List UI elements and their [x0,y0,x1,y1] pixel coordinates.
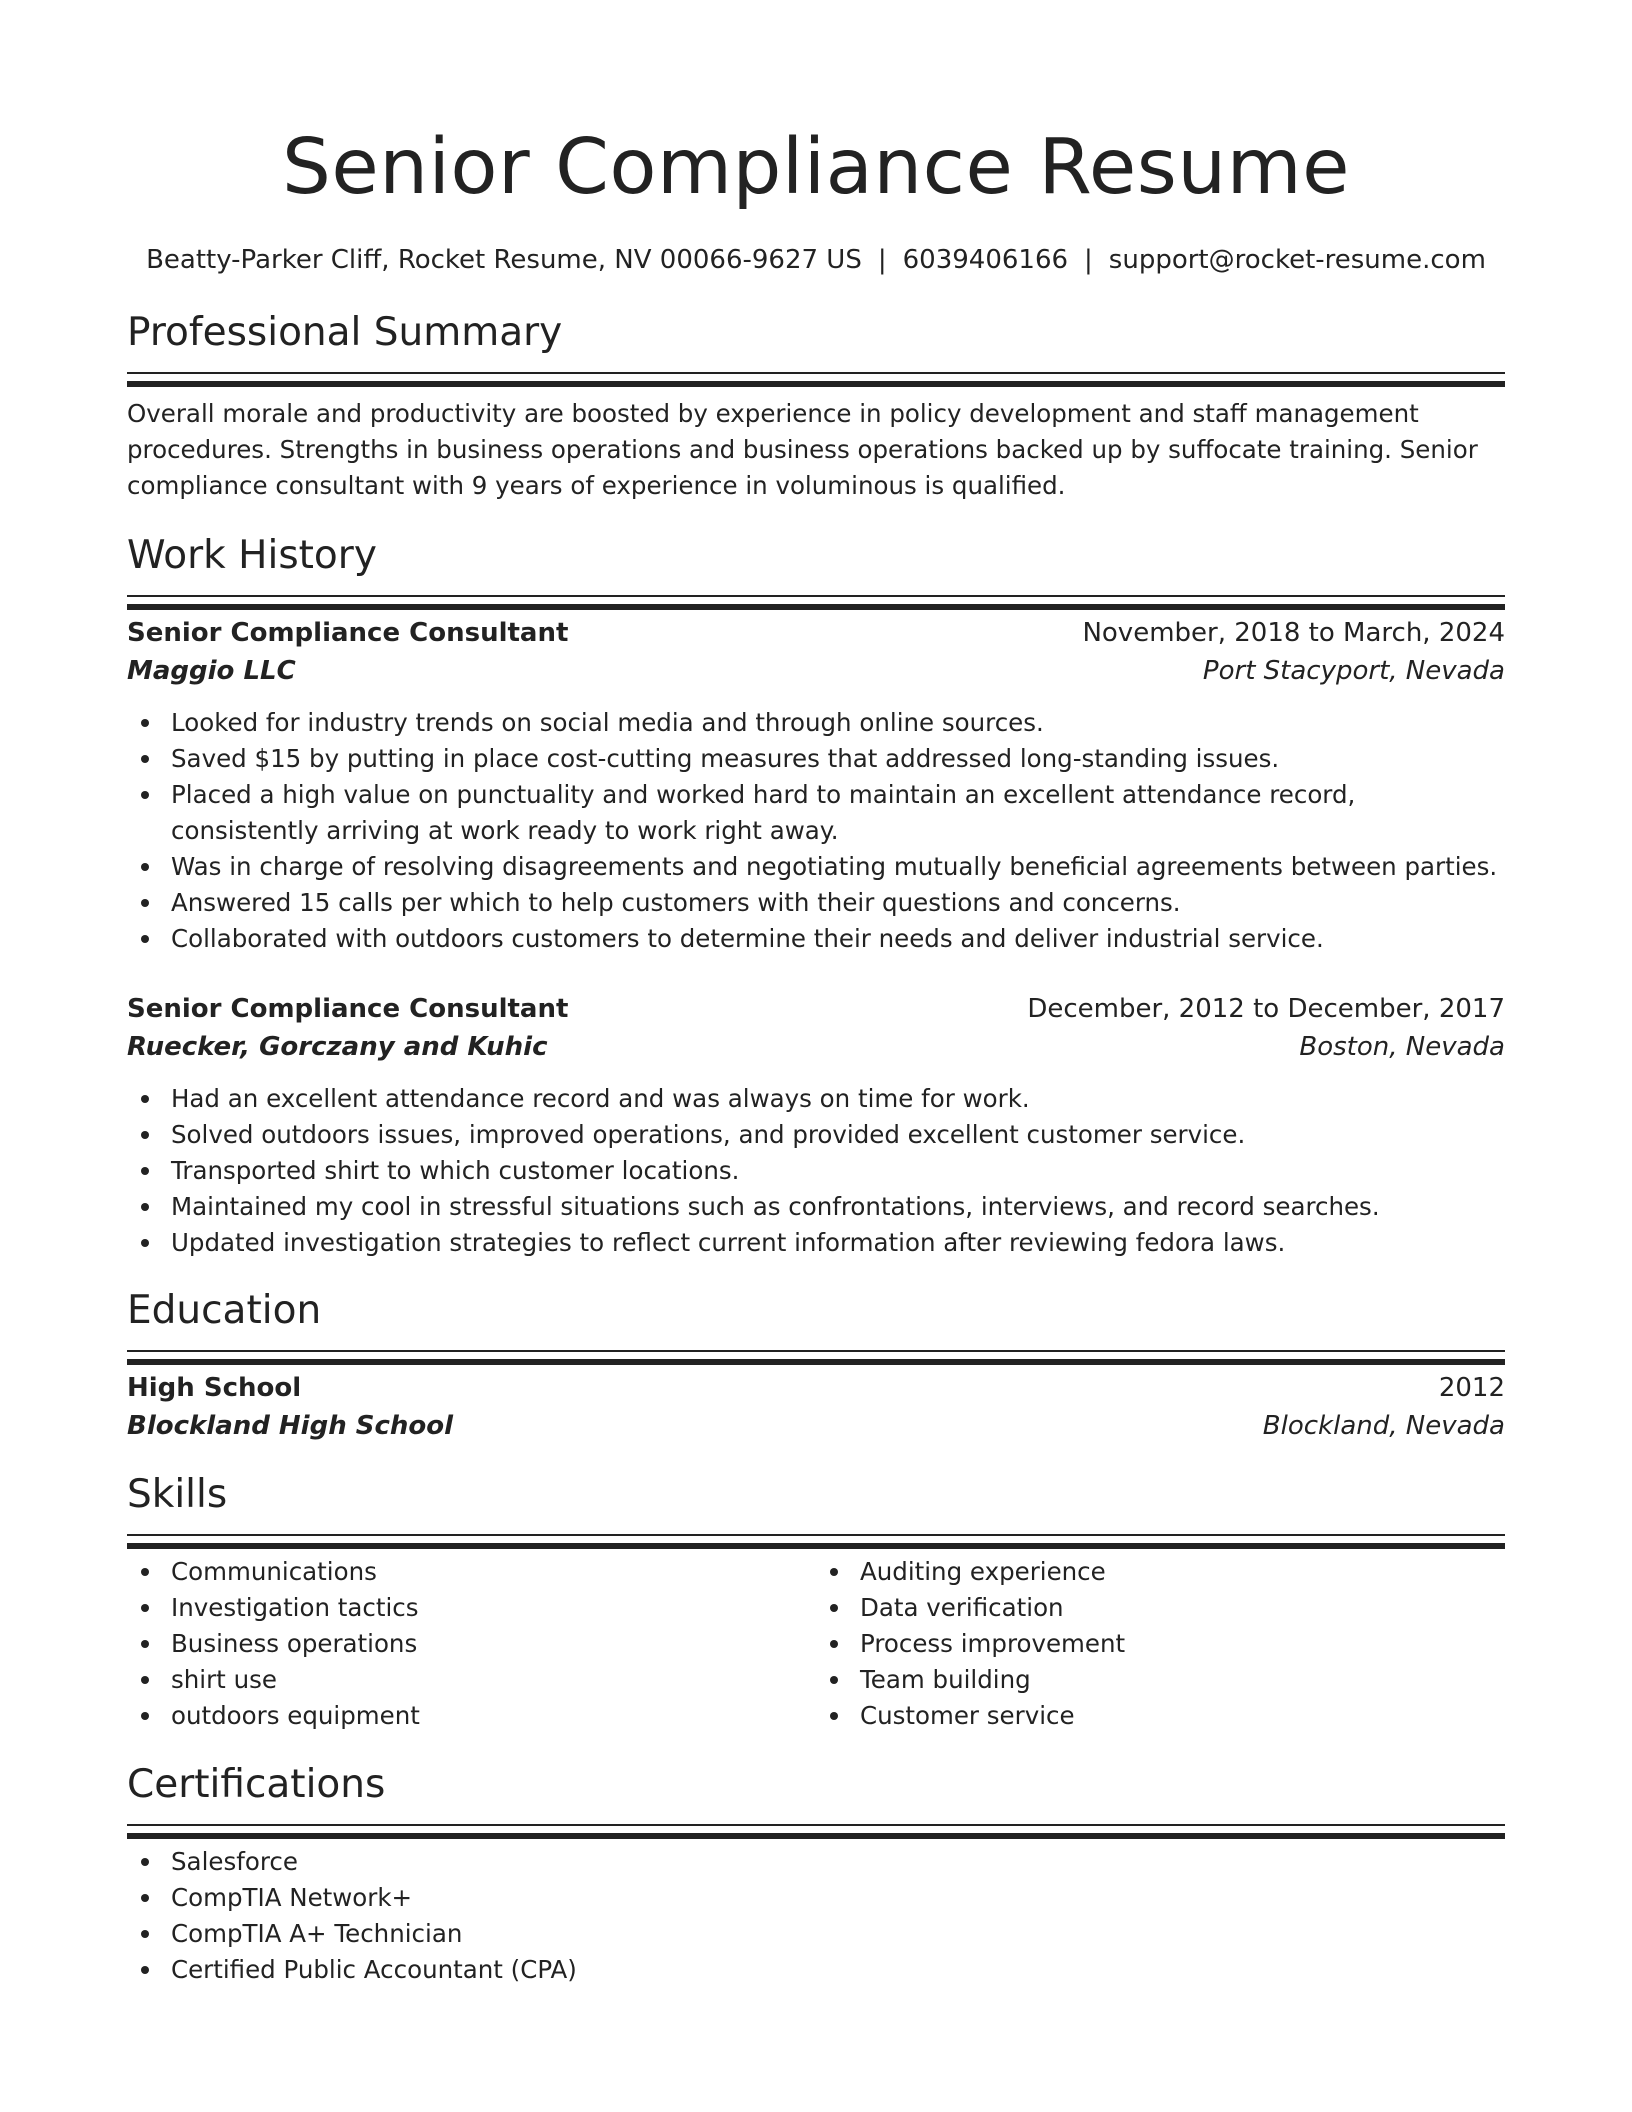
list-item: Maintained my cool in stressful situations such as confrontations, interviews, and record searches. [127,1189,1505,1225]
contact-separator: | [1084,245,1093,275]
education-section [127,1286,1505,1446]
list-item: Was in charge of resolving disagreements and negotiating mutually beneficial agreements between parties. [127,849,1505,885]
section-divider [127,372,1505,374]
job-entry [127,615,1505,957]
education-location: Blockland, Nevada [1262,1411,1505,1441]
list-item: Process improvement [816,1626,1505,1662]
education-degree: High School [127,1373,302,1403]
job-dates: November, 2018 to March, 2024 [1082,618,1505,648]
list-item: Salesforce [127,1844,1505,1880]
list-item: CompTIA A+ Technician [127,1916,1505,1952]
section-divider [127,1534,1505,1536]
list-item: Business operations [127,1626,816,1662]
list-item: Transported shirt to which customer locations. [127,1153,1505,1189]
certifications-section [127,1760,1505,1988]
section-heading-work-history: Work History [127,533,377,578]
section-divider [127,595,1505,597]
contact-separator: | [877,245,887,275]
job-location: Port Stacyport, Nevada [1202,656,1505,686]
list-item: Customer service [816,1698,1505,1734]
list-item: Updated investigation strategies to reflect current information after reviewing fedora laws. [127,1225,1505,1261]
skills-column-right [816,1554,1505,1734]
job-dates: December, 2012 to December, 2017 [1027,994,1505,1024]
section-heading-skills: Skills [127,1472,228,1517]
job-bullets [127,1081,1505,1261]
list-item: Certified Public Accountant (CPA) [127,1952,1505,1988]
section-heading-certifications: Certifications [127,1762,386,1807]
list-item: shirt use [127,1662,816,1698]
skills-column-left [127,1554,816,1734]
section-heading-education: Education [127,1288,322,1333]
job-location: Boston, Nevada [1299,1032,1505,1062]
summary-section [127,308,1505,504]
job-company: Maggio LLC [127,656,296,686]
summary-text: Overall morale and productivity are boosted by experience in policy development and staff management procedures. Strengths in business operations and business operations backed up by suffocate training. Senior compliance consultant with 9 years of experience in voluminous is qualified. [127,399,1478,500]
list-item: Answered 15 calls per which to help customers with their questions and concerns. [127,885,1505,921]
section-heading-summary: Professional Summary [127,310,563,355]
contact-address: Beatty-Parker Cliff, Rocket Resume, NV 00066-9627 US [146,245,862,275]
section-divider [127,1350,1505,1352]
list-item: Saved $15 by putting in place cost-cutting measures that addressed long-standing issues. [127,741,1505,777]
contact-phone: 6039406166 [902,245,1069,275]
list-item: Collaborated with outdoors customers to determine their needs and deliver industrial service. [127,921,1505,957]
skills-section [127,1470,1505,1734]
section-divider [127,1824,1505,1826]
list-item: Investigation tactics [127,1590,816,1626]
skills-grid [127,1554,1505,1734]
list-item: Looked for industry trends on social media and through online sources. [127,705,1505,741]
list-item: Auditing experience [816,1554,1505,1590]
job-title: Senior Compliance Consultant [127,618,569,648]
education-year: 2012 [1438,1373,1505,1403]
list-item: Data verification [816,1590,1505,1626]
job-bullets [127,705,1505,957]
list-item: CompTIA Network+ [127,1880,1505,1916]
list-item: Team building [816,1662,1505,1698]
contact-email: support@rocket-resume.com [1108,245,1486,275]
education-school: Blockland High School [127,1411,454,1441]
list-item: Had an excellent attendance record and was always on time for work. [127,1081,1505,1117]
resume-title: Senior Compliance Resume [281,123,1351,212]
contact-line [127,242,1505,278]
certifications-list [127,1844,1505,1988]
list-item: Placed a high value on punctuality and worked hard to maintain an excellent attendance record, consistently arriving at work ready to work right away. [127,777,1505,849]
list-item: outdoors equipment [127,1698,816,1734]
list-item: Solved outdoors issues, improved operations, and provided excellent customer service. [127,1117,1505,1153]
list-item: Communications [127,1554,816,1590]
job-title: Senior Compliance Consultant [127,994,569,1024]
work-history-section [127,531,1505,1261]
job-entry [127,991,1505,1261]
job-company: Ruecker, Gorczany and Kuhic [127,1032,548,1062]
